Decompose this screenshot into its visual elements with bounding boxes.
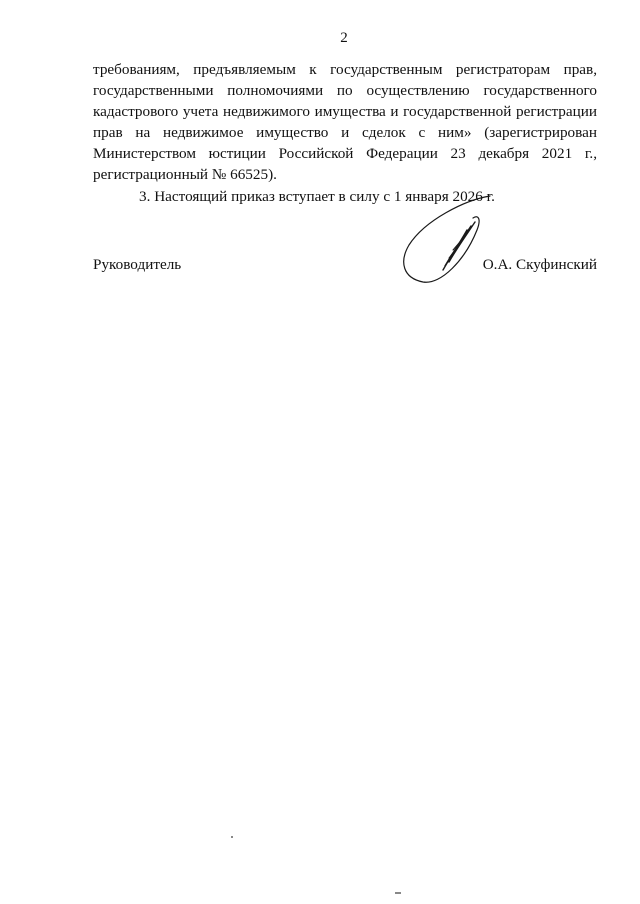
page-number: 2	[340, 30, 348, 46]
text-line: требованиям, предъявляемым к государственным регистраторам прав,	[93, 61, 597, 78]
text-line: Министерством юстиции Российской Федерации 23 декабря 2021 г.,	[93, 145, 597, 163]
scan-mark	[395, 892, 401, 894]
scan-mark	[231, 836, 233, 838]
item-3-paragraph: 3. Настоящий приказ вступает в силу с 1 января 2026 г.	[139, 187, 495, 205]
paragraph-continuation	[93, 59, 597, 186]
text-line: кадастрового учета недвижимого имущества и государственной регистрации	[93, 103, 597, 121]
signatory-title: Руководитель	[93, 256, 182, 273]
text-line: прав на недвижимое имущество и сделок с ним» (зарегистрирован	[93, 124, 597, 142]
text-line: государственными полномочиями по осуществлению государственного	[93, 82, 597, 100]
document-body	[93, 59, 597, 207]
signature-block	[93, 254, 597, 278]
text-line: регистрационный № 66525).	[93, 166, 277, 184]
signatory-name: О.А. Скуфинский	[482, 256, 597, 273]
handwritten-signature	[395, 190, 505, 290]
